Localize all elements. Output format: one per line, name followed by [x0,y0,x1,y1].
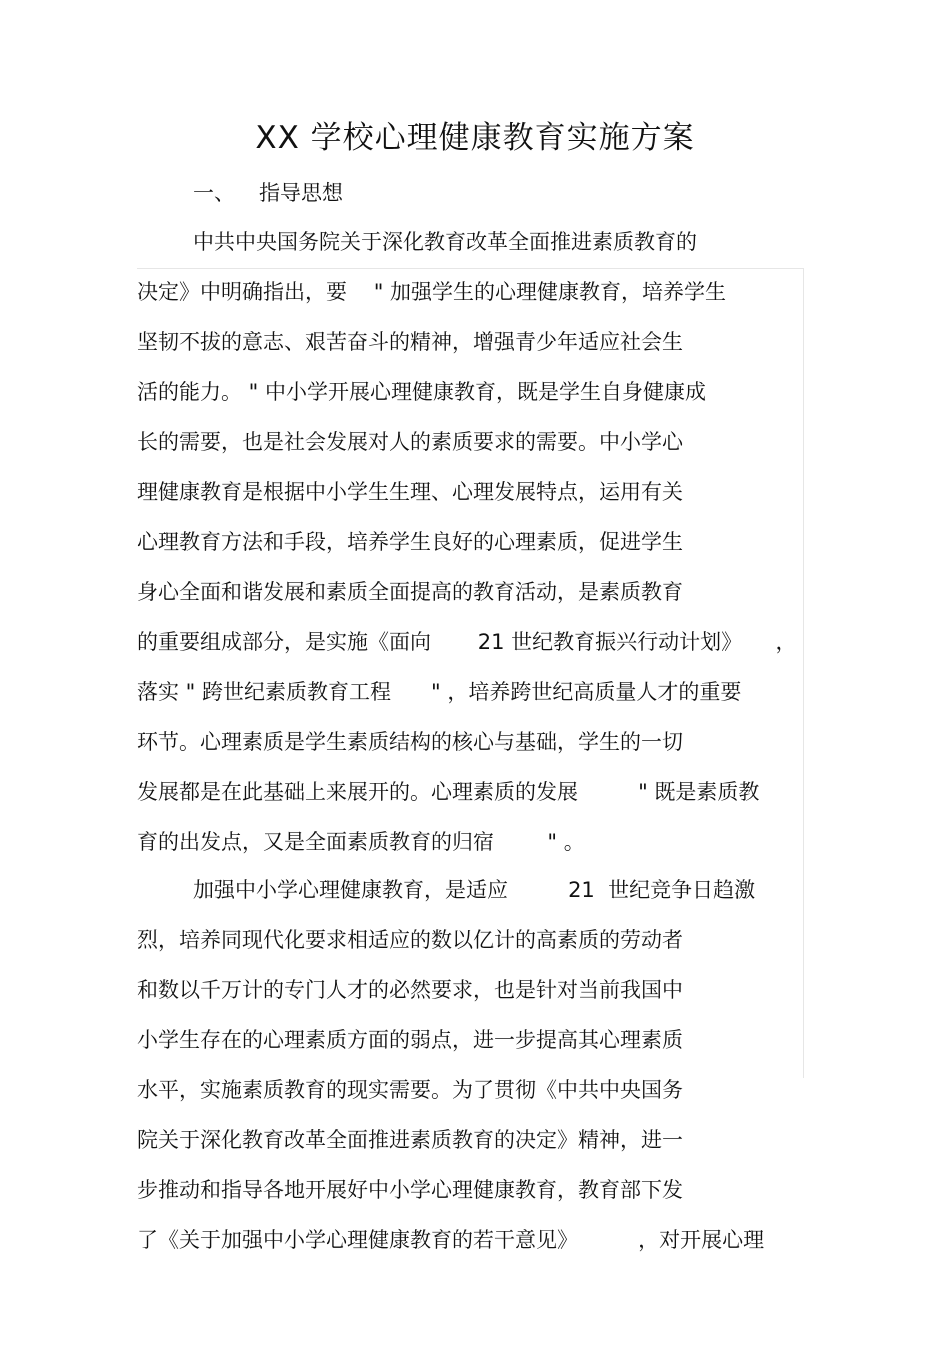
paragraph-line: 坚韧不拔的意志、艰苦奋斗的精神，增强青少年适应社会生 [137,330,683,354]
section-heading-text: 指导思想 [259,181,343,205]
section-heading [193,176,343,210]
paragraph-line: 活的能力。 " 中小学开展心理健康教育，既是学生自身健康成 [137,380,707,404]
paragraph-line: 决定》中明确指出，要 " 加强学生的心理健康教育，培养学生 [137,280,727,304]
paragraph-line: 院关于深化教育改革全面推进素质教育的决定》精神，进一 [137,1128,683,1152]
frame-line-right [803,268,804,1078]
paragraph-line: 发展都是在此基础上来展开的。心理素质的发展 " 既是素质教 [137,780,760,804]
paragraph-line: 落实 " 跨世纪素质教育工程 " ，培养跨世纪高质量人才的重要 [137,680,742,704]
paragraph-line: 身心全面和谐发展和素质全面提高的教育活动，是素质教育 [137,580,683,604]
paragraph-line: 步推动和指导各地开展好中小学心理健康教育，教育部下发 [137,1178,683,1202]
paragraph-line: 水平，实施素质教育的现实需要。为了贯彻《中共中央国务 [137,1078,683,1102]
section-number: 一、 [193,181,235,205]
paragraph-line: 育的出发点，又是全面素质教育的归宿 " 。 [137,830,585,854]
paragraph-line: 的重要组成部分，是实施《面向 21 世纪教育振兴行动计划》 ， [137,630,797,654]
paragraph-line: 环节。心理素质是学生素质结构的核心与基础，学生的一切 [137,730,683,754]
paragraph-line: 烈，培养同现代化要求相适应的数以亿计的高素质的劳动者 [137,928,683,952]
paragraph-line: 了《关于加强中小学心理健康教育的若干意见》 ，对开展心理 [137,1228,765,1252]
frame-line-top [137,268,804,269]
paragraph-line: 小学生存在的心理素质方面的弱点，进一步提高其心理素质 [137,1028,683,1052]
paragraph-line: 加强中小学心理健康教育，是适应 21 世纪竞争日趋激 [193,878,756,902]
paragraph-line: 心理教育方法和手段，培养学生良好的心理素质，促进学生 [137,530,683,554]
paragraph-line: 理健康教育是根据中小学生生理、心理发展特点，运用有关 [137,480,683,504]
document-title: XX 学校心理健康教育实施方案 [255,120,695,156]
paragraph-line: 和数以千万计的专门人才的必然要求，也是针对当前我国中 [137,978,683,1002]
paragraph-line: 中共中央国务院关于深化教育改革全面推进素质教育的 [193,230,697,254]
paragraph-line: 长的需要，也是社会发展对人的素质要求的需要。中小学心 [137,430,683,454]
